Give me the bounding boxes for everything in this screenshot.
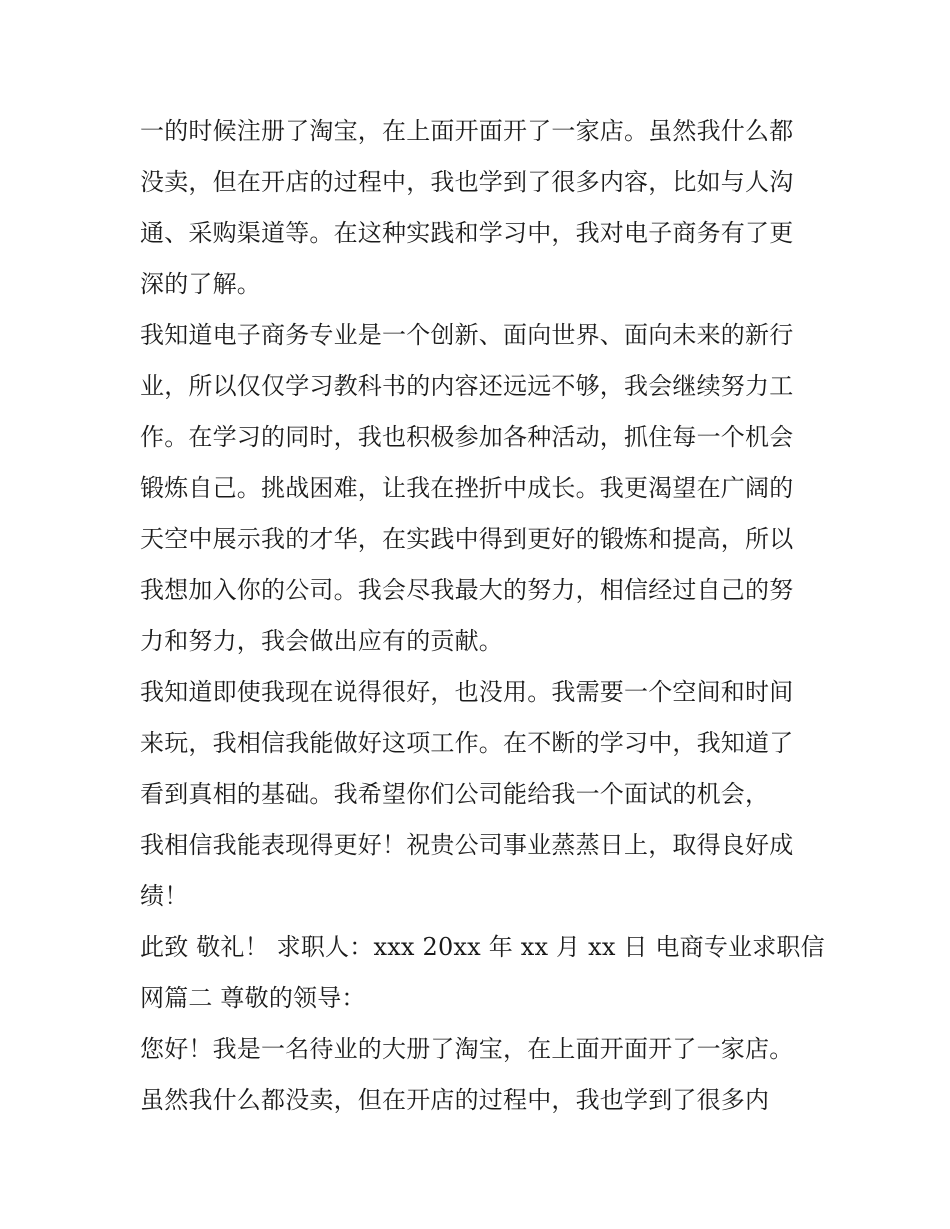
text-line: 作。在学习的同时，我也积极参加各种活动，抓住每一个机会: [140, 423, 794, 451]
text-line: 来玩，我相信我能做好这项工作。在不断的学习中，我知道了: [140, 729, 794, 757]
text-line: 虽然我什么都没卖，但在开店的过程中，我也学到了很多内: [140, 1086, 770, 1114]
text-line: 我想加入你的公司。我会尽我最大的努力，相信经过自己的努: [140, 576, 794, 604]
text-line: 深的了解。: [140, 270, 261, 298]
text-line: 我知道即使我现在说得很好，也没用。我需要一个空间和时间: [140, 678, 794, 706]
text-line: 天空中展示我的才华，在实践中得到更好的锻炼和提高，所以: [140, 525, 794, 553]
text-line: 您好！我是一名待业的大册了淘宝，在上面开面开了一家店。: [140, 1035, 794, 1063]
text-line: 没卖，但在开店的过程中，我也学到了很多内容，比如与人沟: [140, 168, 794, 196]
text-line: 网篇二 尊敬的领导：: [140, 984, 366, 1012]
text-line: 我知道电子商务专业是一个创新、面向世界、面向未来的新行: [140, 321, 794, 349]
text-line: 我相信我能表现得更好！祝贵公司事业蒸蒸日上，取得良好成: [140, 831, 794, 859]
text-line: 业，所以仅仅学习教科书的内容还远远不够，我会继续努力工: [140, 372, 794, 400]
text-line: 锻炼自己。挑战困难，让我在挫折中成长。我更渴望在广阔的: [140, 474, 794, 502]
document-body: [140, 106, 825, 1126]
text-line: 力和努力，我会做出应有的贡献。: [140, 627, 503, 655]
text-line: 看到真相的基础。我希望你们公司能给我一个面试的机会，: [140, 780, 770, 808]
text-line: 绩！: [140, 882, 189, 910]
text-line: 此致 敬礼！ 求职人：xxx 20xx 年 xx 月 xx 日 电商专业求职信: [140, 933, 825, 961]
text-line: 通、采购渠道等。在这种实践和学习中，我对电子商务有了更: [140, 219, 794, 247]
text-line: 一的时候注册了淘宝，在上面开面开了一家店。虽然我什么都: [140, 117, 794, 145]
